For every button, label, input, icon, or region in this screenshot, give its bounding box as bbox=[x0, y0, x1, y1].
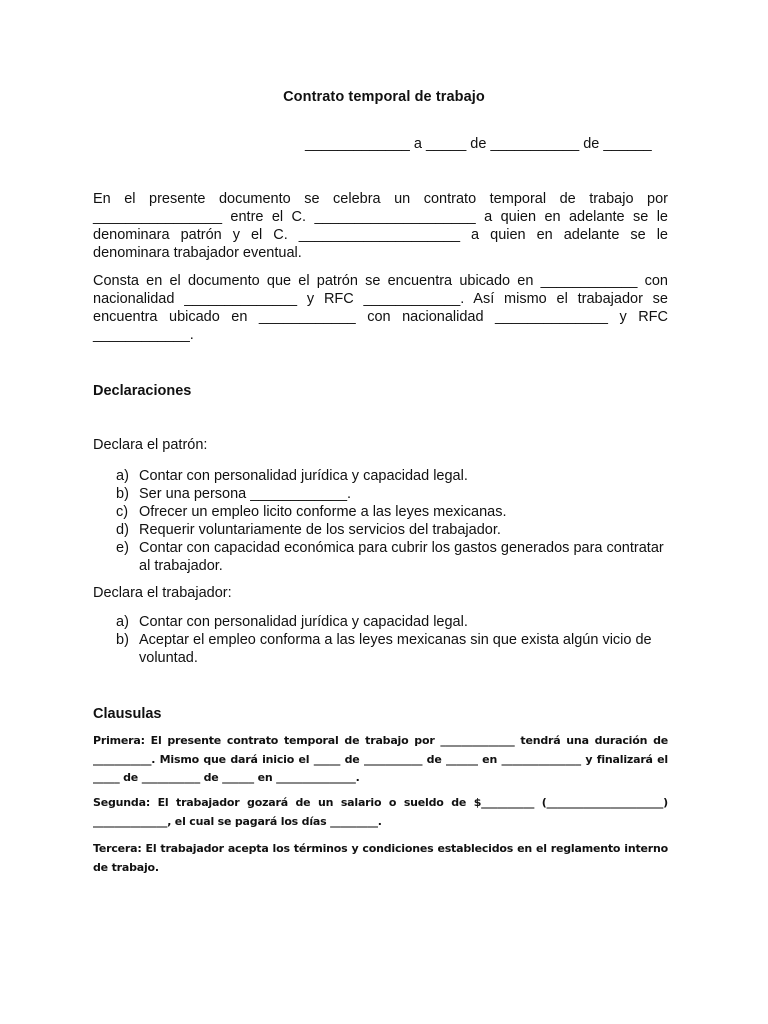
list-marker: a) bbox=[116, 468, 129, 484]
clausulas-heading: Clausulas bbox=[93, 706, 162, 722]
clausula-segunda: Segunda: El trabajador gozará de un salario o sueldo de $__________ (______________________) ______________, el cual se pagará los días _________. bbox=[93, 796, 668, 828]
list-item-text: Contar con personalidad jurídica y capacidad legal. bbox=[139, 468, 468, 484]
list-item bbox=[93, 613, 668, 631]
list-item bbox=[93, 521, 668, 539]
list-marker: a) bbox=[116, 614, 129, 630]
declaraciones-heading: Declaraciones bbox=[93, 383, 192, 399]
clausula-tercera: Tercera: El trabajador acepta los términos y condiciones establecidos en el reglamento interno de trabajo. bbox=[93, 842, 668, 874]
list-item bbox=[93, 539, 668, 575]
list-marker: e) bbox=[116, 540, 129, 556]
list-marker: d) bbox=[116, 522, 129, 538]
declara-patron-label: Declara el patrón: bbox=[93, 437, 208, 453]
list-item-text: Contar con capacidad económica para cubrir los gastos generados para contratar al trabajador. bbox=[139, 540, 664, 574]
list-marker: b) bbox=[116, 486, 129, 502]
list-item bbox=[93, 485, 668, 503]
list-item bbox=[93, 467, 668, 485]
intro-paragraph-2: Consta en el documento que el patrón se encuentra ubicado en ____________ con nacionalidad ______________ y RFC ____________. Así mismo el trabajador se encuentra ubicado en ____________ con nacionalidad ______________ y RFC ____________. bbox=[93, 273, 668, 343]
patron-declarations-list bbox=[93, 467, 668, 575]
list-item bbox=[93, 631, 668, 667]
declara-trabajador-label: Declara el trabajador: bbox=[93, 585, 232, 601]
dateline: _____________ a _____ de ___________ de ______ bbox=[305, 136, 652, 152]
intro-paragraph-1: En el presente documento se celebra un contrato temporal de trabajo por ________________ entre el C. ____________________ a quien en adelante se le denominara patrón y el C. ____________________ a quien en adelante se le denominara trabajador eventual. bbox=[93, 191, 668, 261]
document-title: Contrato temporal de trabajo bbox=[283, 89, 485, 105]
list-item-text: Aceptar el empleo conforma a las leyes mexicanas sin que exista algún vicio de voluntad. bbox=[139, 632, 652, 666]
trabajador-declarations-list bbox=[93, 613, 668, 667]
list-item-text: Contar con personalidad jurídica y capacidad legal. bbox=[139, 614, 468, 630]
list-item-text: Ser una persona ____________. bbox=[139, 486, 352, 502]
clausula-primera: Primera: El presente contrato temporal de trabajo por ______________ tendrá una duración de ___________. Mismo que dará inicio el _____ de ___________ de ______ en _______________ y finalizará el _____ de ___________ de ______ en _______________. bbox=[93, 734, 668, 784]
list-item-text: Ofrecer un empleo licito conforme a las leyes mexicanas. bbox=[139, 504, 507, 520]
list-marker: c) bbox=[116, 504, 129, 520]
list-item bbox=[93, 503, 668, 521]
list-item-text: Requerir voluntariamente de los servicios del trabajador. bbox=[139, 522, 501, 538]
list-marker: b) bbox=[116, 632, 129, 648]
